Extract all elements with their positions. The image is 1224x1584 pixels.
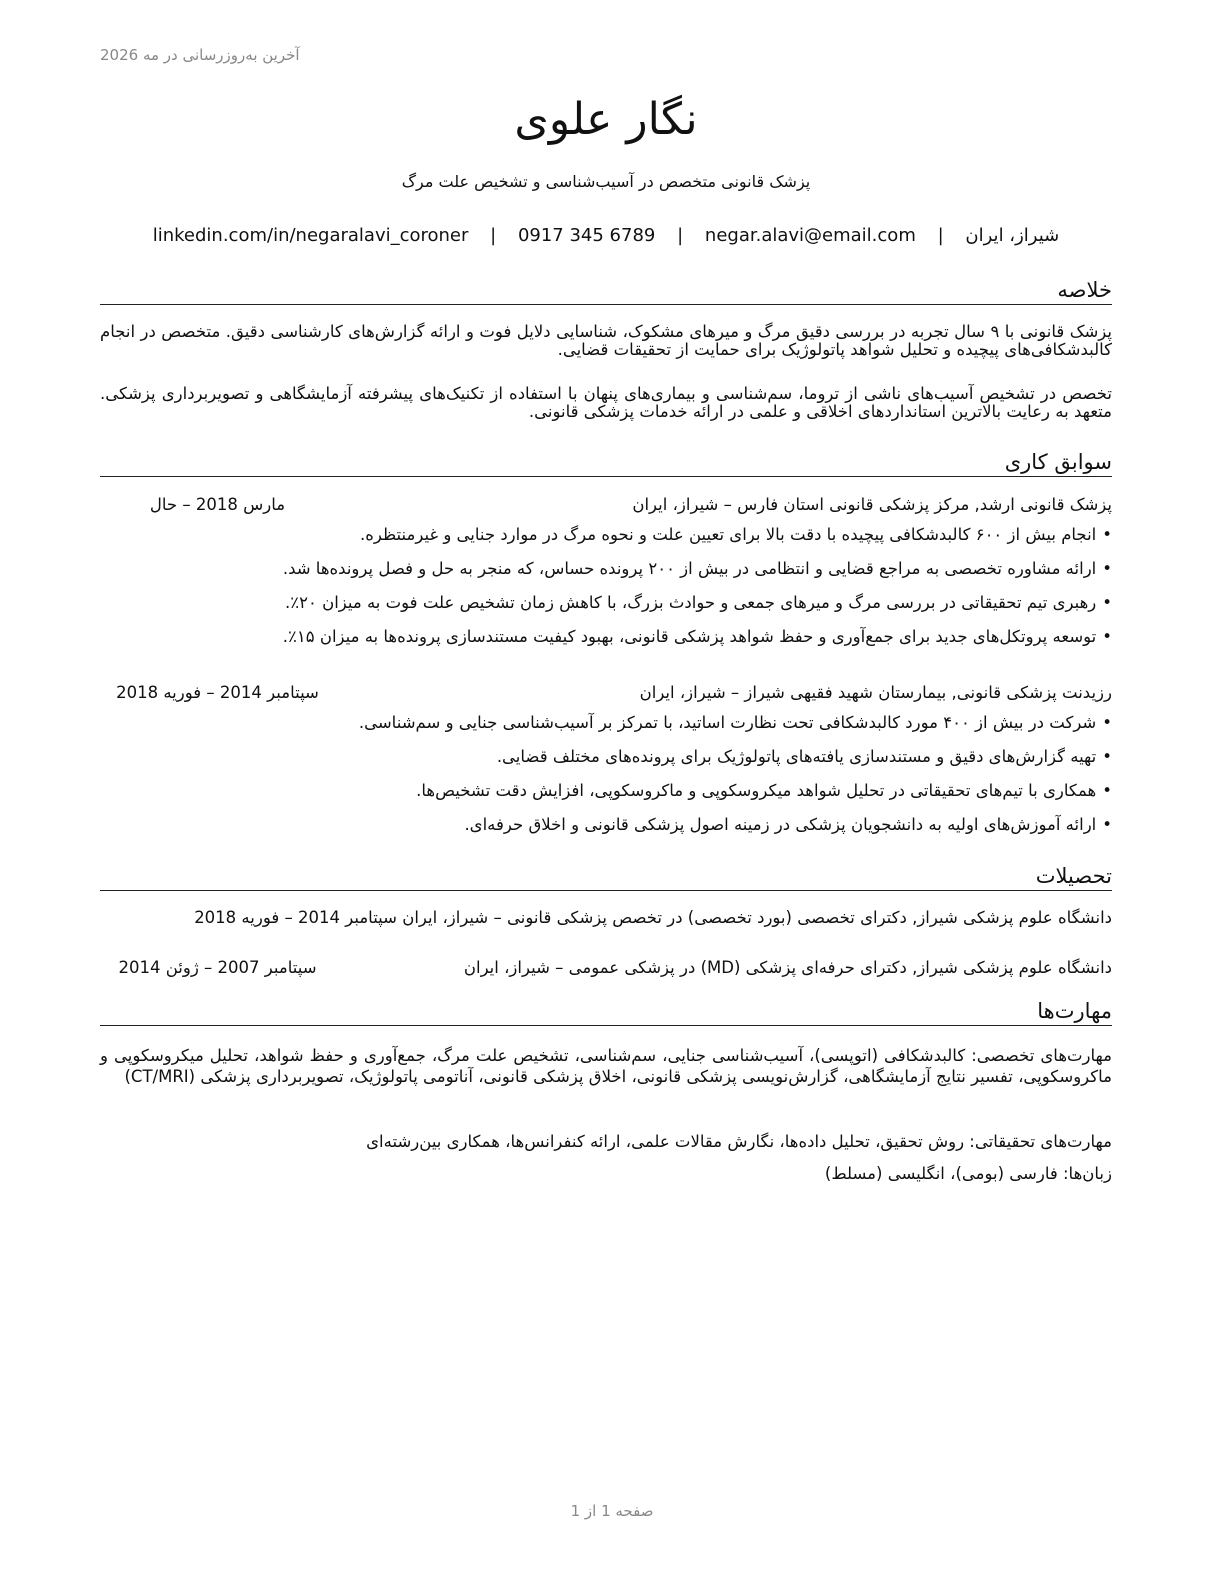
job-bullet: •توسعه پروتکل‌های جدید برای جمع‌آوری و حفظ شواهد پزشکی قانونی، بهبود کیفیت مستندسازی پرونده‌ها به میزان ۱۵٪. (282, 627, 1112, 646)
candidate-tagline: پزشک قانونی متخصص در آسیب‌شناسی و تشخیص علت مرگ (401, 172, 811, 191)
job-dates: مارس 2018 – حال (149, 495, 286, 514)
job-bullets (100, 706, 1112, 842)
candidate-name: نگار علوی (514, 94, 698, 145)
skills-languages: زبان‌ها: فارسی (بومی)، انگلیسی (مسلط) (824, 1164, 1112, 1183)
job-bullet: •انجام بیش از ۶۰۰ کالبدشکافی پیچیده با دقت بالا برای تعیین علت و نحوه مرگ در موارد جنایی و غیرمنتظره. (360, 525, 1112, 544)
contact-email[interactable]: negar.alavi@email.com (704, 225, 916, 246)
job-bullet: •همکاری با تیم‌های تحقیقاتی در تحلیل شواهد میکروسکوپی و ماکروسکوپی، افزایش دقت تشخیص‌ها. (416, 781, 1112, 800)
education-dates: سپتامبر 2007 – ژوئن 2014 (118, 958, 317, 977)
last-updated-note: آخرین به‌روزرسانی در مه 2026 (100, 46, 300, 64)
section-title-summary: خلاصه (100, 277, 1112, 305)
job-bullets (100, 518, 1112, 654)
education-item (100, 907, 1112, 929)
contact-phone[interactable]: 0917 345 6789 (517, 225, 656, 246)
education-text: دانشگاه علوم پزشکی شیراز, دکترای تخصصی (بورد تخصصی) در تخصص پزشکی قانونی – شیراز، ایران سپتامبر 2014 – فوریه 2018 (194, 908, 1112, 927)
job-title: پزشک قانونی ارشد, مرکز پزشکی قانونی استان فارس – شیراز، ایران (632, 495, 1112, 514)
summary-paragraph: پزشک قانونی با ۹ سال تجربه در بررسی دقیق مرگ و میرهای مشکوک، شناسایی دلایل فوت و ارائه گزارش‌های کارشناسی دقیق. متخصص در انجام کالبدشکافی‌های پیچیده و تحلیل شواهد پاتولوژیک برای حمایت از تحقیقات قضایی. (100, 322, 1112, 359)
job-dates: سپتامبر 2014 – فوریه 2018 (116, 683, 319, 702)
page-number: صفحه 1 از 1 (570, 1502, 654, 1520)
contact-separator: | (937, 225, 944, 246)
education-item (100, 957, 1112, 979)
job-bullet: •ارائه آموزش‌های اولیه به دانشجویان پزشکی در زمینه اصول پزشکی قانونی و اخلاق حرفه‌ای. (464, 815, 1112, 834)
contact-linkedin[interactable]: linkedin.com/in/negaralavi_coroner (152, 225, 469, 246)
job-bullet: •شرکت در بیش از ۴۰۰ مورد کالبدشکافی تحت نظارت اساتید، با تمرکز بر آسیب‌شناسی جنایی و سم‌شناسی. (358, 713, 1112, 732)
section-title-education: تحصیلات (100, 863, 1112, 891)
contact-separator: | (677, 225, 684, 246)
contact-line (100, 224, 1112, 248)
education-text: دانشگاه علوم پزشکی شیراز, دکترای حرفه‌ای پزشکی (MD) در پزشکی عمومی – شیراز، ایران (463, 958, 1112, 977)
job-title: رزیدنت پزشکی قانونی, بیمارستان شهید فقیهی شیراز – شیراز، ایران (639, 683, 1112, 702)
job-bullet: •رهبری تیم تحقیقاتی در بررسی مرگ و میرهای جمعی و حوادث بزرگ، با کاهش زمان تشخیص علت فوت به میزان ۲۰٪. (284, 593, 1112, 612)
contact-location: شیراز، ایران (965, 225, 1060, 246)
summary-paragraph: تخصص در تشخیص آسیب‌های ناشی از تروما، سم‌شناسی و بیماری‌های پنهان با استفاده از تکنیک‌های پیشرفته آزمایشگاهی و تصویربرداری پزشکی. متعهد به رعایت بالاترین استانداردهای اخلاقی و علمی در ارائه خدمات پزشکی قانونی. (100, 384, 1112, 421)
job-bullet: •تهیه گزارش‌های دقیق و مستندسازی یافته‌های پاتولوژیک برای پرونده‌های مختلف قضایی. (496, 747, 1112, 766)
skills-research: مهارت‌های تحقیقاتی: روش تحقیق، تحلیل داده‌ها، نگارش مقالات علمی، ارائه کنفرانس‌ها، همکاری بین‌رشته‌ای (366, 1132, 1112, 1151)
job-bullet: •ارائه مشاوره تخصصی به مراجع قضایی و انتظامی در بیش از ۲۰۰ پرونده حساس، که منجر به حل و فصل پرونده‌ها شد. (282, 559, 1112, 578)
job-heading (100, 682, 1112, 704)
skills-specialized: مهارت‌های تخصصی: کالبدشکافی (اتوپسی)، آسیب‌شناسی جنایی، سم‌شناسی، تشخیص علت مرگ، جمع‌آوری و حفظ شواهد، تحلیل میکروسکوپی و ماکروسکوپی، تفسیر نتایج آزمایشگاهی، گزارش‌نویسی پزشکی قانونی، اخلاق پزشکی قانونی، آناتومی پاتولوژیک، تصویربرداری پزشکی (CT/MRI) (100, 1046, 1112, 1086)
job-heading (100, 494, 1112, 516)
section-title-experience: سوابق کاری (100, 449, 1112, 477)
contact-separator: | (490, 225, 497, 246)
section-title-skills: مهارت‌ها (100, 998, 1112, 1026)
